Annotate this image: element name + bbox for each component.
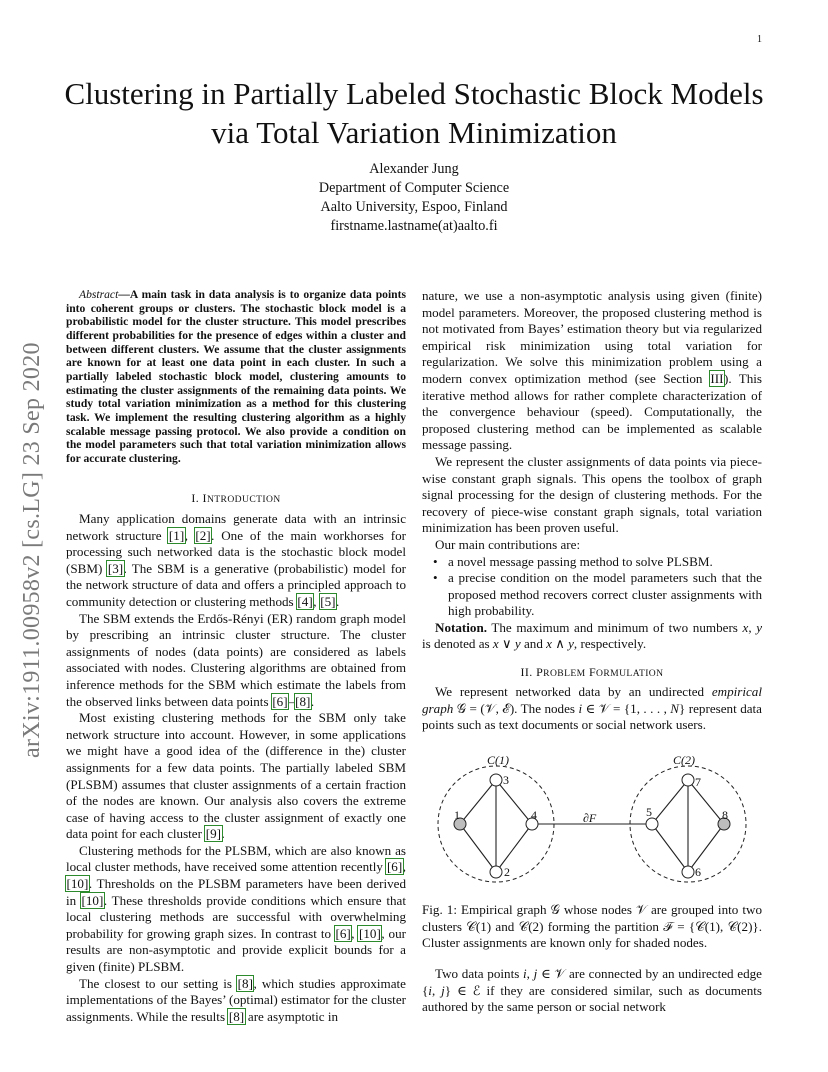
right-column-continuation: Two data points i, j ∈ 𝒱 are connected by an undirected edge {i, j} ∈ ℰ if they are considered similar, such as documents authored by the same person or social network <box>422 966 763 1015</box>
arxiv-identifier[interactable]: arXiv:1911.00958v2 [cs.LG] 23 Sep 2020 <box>19 342 45 758</box>
citation-link[interactable]: [6] <box>386 859 403 875</box>
citation-link[interactable]: [9] <box>205 826 222 842</box>
citation-link[interactable]: [10] <box>66 876 89 892</box>
node-label: 5 <box>646 805 652 819</box>
abstract <box>66 288 406 466</box>
citation-link[interactable]: [6] <box>335 925 351 941</box>
node-label: 3 <box>503 773 509 787</box>
contributions-list <box>422 554 762 620</box>
graph-node <box>682 774 694 786</box>
graph-node <box>646 818 658 830</box>
contributions-intro: Our main contributions are: <box>435 536 581 552</box>
abstract-label: Abstract <box>79 288 119 301</box>
section-heading-introduction: I. INTRODUCTION <box>191 491 281 505</box>
section-heading-problem-formulation: II. PROBLEM FORMULATION <box>520 665 664 679</box>
citation-link[interactable]: [4] <box>297 593 313 609</box>
empirical-graph-figure <box>430 748 760 898</box>
citation-link[interactable]: [2] <box>195 527 211 543</box>
node-label: 6 <box>695 865 701 879</box>
citation-link[interactable]: [3] <box>107 560 124 576</box>
citation-link[interactable]: [10] <box>81 892 104 908</box>
paper-title: Clustering in Partially Labeled Stochastic Block Models via Total Variation Minimization <box>64 76 764 150</box>
node-label: 2 <box>504 865 510 879</box>
cluster-1-label: C(1) <box>487 753 509 767</box>
boundary-label: ∂F <box>583 811 597 825</box>
list-item: • a precise condition on the model parameters such that the proposed method recovers correct cluster assignments with high probability. <box>422 570 762 620</box>
citation-link[interactable]: [1] <box>168 527 185 543</box>
cluster-2-label: C(2) <box>673 753 695 767</box>
citation-link[interactable]: [5] <box>320 593 336 609</box>
abstract-text: —A main task in data analysis is to organize data points into coherent groups or clusters. The stochastic block model is a probabilistic model for the cluster structure. This model prescribes different probabilities for the presence of edges within a cluster and between different clusters. We assume that the cluster assignments are known for at least one data point in each cluster. In such a partially labeled stochastic block model, clustering amounts to estimating the cluster assignments of the remaining data points. We study total variation minimization as a method for this clustering task. We implement the resulting clustering algorithm as a highly scalable message passing protocol. We also provide a condition on the model parameters such that total variation minimization allows for accurate clustering. <box>66 288 406 465</box>
author-block <box>214 160 614 236</box>
introduction-body: Many application domains generate data with an intrinsic network structure [1], [2]. One of the main workhorses for processing such networked data is the stochastic block model (SBM) [3]. The SBM is a generative (probabilistic) model for the network structure of data and offers a principled approach to community detection or clustering methods [4], [5]. The SBM extends the Erdős-Rényi (ER) random graph model by prescribing an intrinsic cluster structure. The cluster assignments of nodes (data points) are considered as labels associated with nodes. Clustering algorithms are obtained from inference methods for the SBM which estimate the labels from the observed links between data points [6]–[8]. Most existing clustering methods for the SBM only take network structure into account. However, in some applications we might have a good idea of the (difference in the) cluster assignments for a few data points. The partially labeled SBM (PLSBM) assumes that cluster assignments of a certain fraction of the nodes are known. Our analysis also covers the extreme case of having access to the cluster assignment of exactly one data point for each cluster [9]. Clustering methods for the PLSBM, which are also known as local cluster methods, have received some attention recently [6], [10]. Thresholds on the PLSBM parameters have been derived in [10]. These thresholds provide conditions which ensure that local clustering methods are successful with overwhelming probability for growing graph sizes. In contrast to [6], [10], our results are non-asymptotic and provide explicit bounds for a given (finite) PLSBM. The closest to our setting is [8], which studies approximate implementations of the Bayes’ (optimal) estimator for the cluster assignments. While the results [8] are asymptotic in <box>66 511 407 1024</box>
author-email: firstname.lastname(at)aalto.fi <box>330 218 498 234</box>
graph-node <box>490 774 502 786</box>
arxiv-stamp <box>12 288 52 758</box>
graph-node <box>490 866 502 878</box>
node-label: 7 <box>695 775 701 789</box>
page-number: 1 <box>757 34 762 45</box>
problem-formulation-body: We represent networked data by an undirected empirical graph 𝒢 = (𝒱, ℰ). The nodes i ∈ 𝒱 = {1, . . . , N} represent data points such as text documents or social network users. <box>422 684 762 733</box>
graph-node <box>682 866 694 878</box>
citation-link[interactable]: [6] <box>272 693 288 709</box>
author-department: Department of Computer Science <box>318 180 510 196</box>
author-affiliation: Aalto University, Espoo, Finland <box>320 199 508 215</box>
node-label: 1 <box>454 808 460 822</box>
node-label: 8 <box>722 808 728 822</box>
right-column-body: nature, we use a non-asymptotic analysis using given (finite) model parameters. Moreover, the proposed clustering method is not motivated from Bayes’ estimation theory but via regularized empirical risk minimization using total variation for regularization. We solve this minimization problem using a modern convex optimization method (see Section III). This iterative method allows for rather complete characterization of the convergence behaviour (speed). Computationally, the proposed clustering method can be implemented as scalable message passing. We represent the cluster assignments of data points via piece-wise constant graph signals. This opens the toolbox of graph signal processing for the design of clustering methods. For the recovery of piece-wise constant graph signals, total variation minimization has been proven useful. Our main contributions are: • a novel message passing method to solve PLSBM. • a precise condition on the model parameters such that the proposed method recovers correct cluster assignments with high probability. Notation. The maximum and minimum of two numbers x, y is denoted as x ∨ y and x ∧ y, respectively. <box>422 288 762 653</box>
citation-link[interactable]: [10] <box>358 925 381 941</box>
author-name: Alexander Jung <box>369 161 459 177</box>
list-item: • a novel message passing method to solve PLSBM. <box>422 554 762 571</box>
section-link[interactable]: III <box>710 370 724 386</box>
citation-link[interactable]: [8] <box>237 975 253 991</box>
node-label: 4 <box>531 808 537 822</box>
figure-caption: Fig. 1: Empirical graph 𝒢 whose nodes 𝒱 are grouped into two clusters 𝒞(1) and 𝒞(2) forming the partition ℱ = {𝒞(1), 𝒞(2)}. Cluster assignments are known only for shaded nodes. <box>422 902 762 951</box>
citation-link[interactable]: [8] <box>228 1008 245 1024</box>
citation-link[interactable]: [8] <box>295 693 311 709</box>
